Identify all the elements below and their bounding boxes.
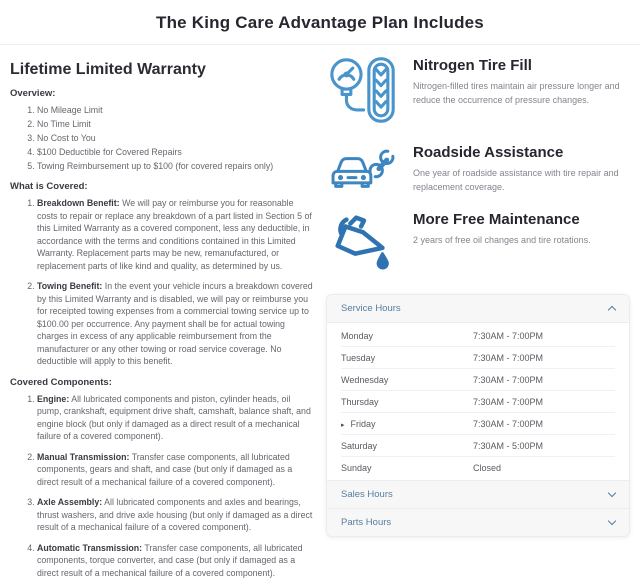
oil-can-icon (326, 207, 400, 282)
sales-hours-label: Sales Hours (341, 489, 393, 500)
warranty-heading: Lifetime Limited Warranty (10, 61, 206, 78)
item-text: All lubricated components and piston, cylinder heads, oil pump, crankshaft, equipment drive shaft, camshaft, balance shaft, and engine block (but only if damaged as a direct result of a mechanical failure of a covered component). (37, 393, 311, 442)
item-text: Transfer case components, all lubricated components, gears and shaft, and case (but only if damaged as a direct result of a mechanical failure of a covered component). (37, 451, 293, 487)
chevron-up-icon (608, 306, 616, 314)
list-item (37, 393, 313, 443)
time-value: 7:30AM - 7:00PM (473, 352, 544, 363)
components-label: Covered Components: (10, 376, 112, 388)
tire-pressure-gauge-icon (326, 53, 400, 132)
item-term: Automatic Transmission: (37, 542, 143, 553)
car-wrench-icon (326, 140, 400, 199)
covered-list (10, 197, 313, 367)
hours-row (341, 391, 615, 413)
sales-hours-header[interactable] (327, 480, 629, 508)
list-item (37, 280, 313, 367)
benefit-title: Roadside Assistance (413, 144, 564, 161)
time-value: 7:30AM - 7:00PM (473, 418, 544, 429)
list-item (37, 496, 313, 533)
item-text: We will pay or reimburse you for reasonable costs to repair or replace any breakdown of a part listed in Section 5 of this Limited Warranty as a covered component, less any deductible, in accordance with the terms and conditions contained in this Limited Warranty. Replacement parts may be new, remanufactured, or replacement parts of like kind and quality, as determined by us. (37, 198, 312, 271)
chevron-down-icon (608, 517, 616, 525)
benefit-more-free-maintenance (326, 207, 632, 282)
day-label: Thursday (341, 396, 379, 407)
today-marker-icon: ▸ (341, 421, 345, 429)
item-term: Manual Transmission: (37, 451, 130, 462)
day-label: Sunday (341, 462, 372, 473)
time-value: 7:30AM - 5:00PM (473, 440, 544, 451)
hours-panel (326, 294, 630, 537)
time-value: 7:30AM - 7:00PM (473, 330, 544, 341)
list-item: 1. No Mileage Limit (37, 104, 313, 116)
hours-row (341, 435, 615, 457)
hours-row (341, 457, 615, 478)
time-value: Closed (473, 462, 502, 473)
list-item: 4. $100 Deductible for Covered Repairs (37, 146, 313, 158)
day-label: Wednesday (341, 374, 389, 385)
hours-row (341, 347, 615, 369)
benefit-description: 2 years of free oil changes and tire rotations. (413, 235, 591, 245)
day-label: Monday (341, 330, 374, 341)
benefit-title: Nitrogen Tire Fill (413, 57, 532, 74)
list-item: 5. Towing Reimbursement up to $100 (for covered repairs only) (37, 160, 313, 172)
overview-label: Overview: (10, 88, 56, 99)
page-title: The King Care Advantage Plan Includes (156, 13, 484, 32)
item-term: Axle Assembly: (37, 497, 103, 508)
time-value: 7:30AM - 7:00PM (473, 374, 544, 385)
item-text: Transfer case components, all lubricated components, torque converter, and case (but only if damaged as a direct result of a mechanical failure of a covered component). (37, 542, 303, 578)
item-text: All lubricated components and axles and bearings, thrust washers, and drive axle housing (but only if damaged as a direct result of a mechanical failure of a covered component). (37, 497, 313, 533)
benefit-text (413, 140, 632, 194)
service-hours-header[interactable] (327, 295, 629, 322)
day-label: Tuesday (341, 352, 376, 363)
item-term: Engine: (37, 393, 70, 404)
overview-list (10, 104, 313, 172)
list-item (37, 451, 313, 488)
benefit-nitrogen-tire-fill (326, 53, 632, 132)
chevron-down-icon (608, 489, 616, 497)
benefit-title: More Free Maintenance (413, 211, 580, 228)
day-label: Saturday (341, 440, 378, 451)
components-list (10, 393, 313, 579)
list-item: 3. No Cost to You (37, 132, 313, 144)
item-term: Breakdown Benefit: (37, 198, 120, 209)
time-value: 7:30AM - 7:00PM (473, 396, 544, 407)
list-item: 2. No Time Limit (37, 118, 313, 130)
benefit-description: One year of roadside assistance with tire repair and replacement coverage. (413, 168, 619, 192)
benefit-description: Nitrogen-filled tires maintain air pressure longer and reduce the occurrence of pressure changes. (413, 81, 620, 105)
list-item (37, 542, 313, 579)
benefit-text (413, 53, 632, 107)
service-hours-label: Service Hours (341, 303, 401, 314)
hours-row (341, 369, 615, 391)
parts-hours-label: Parts Hours (341, 517, 392, 528)
item-term: Towing Benefit: (37, 281, 103, 292)
day-name: Friday (350, 418, 376, 429)
covered-label: What is Covered: (10, 181, 88, 193)
parts-hours-header[interactable] (327, 508, 629, 536)
benefit-text (413, 207, 591, 248)
hours-row (341, 325, 615, 347)
service-hours-table (327, 322, 629, 480)
warranty-section (10, 53, 313, 587)
hours-row-today (341, 413, 615, 435)
content-columns (0, 45, 640, 587)
day-label (341, 419, 473, 429)
benefit-roadside-assistance (326, 140, 632, 199)
benefits-section (326, 53, 632, 587)
list-item (37, 197, 313, 272)
item-text: In the event your vehicle incurs a breakdown covered by this Limited Warranty and is disabled, we will pay or reimburse you for receipted towing expenses from a commercial towing service up to $100.00 per occurrence. Any payment shall be for actual towing charges in excess of any applicable reimbursement from the manufacturer or any other towing or road service coverage. No deductible will apply to this benefit. (37, 281, 313, 367)
